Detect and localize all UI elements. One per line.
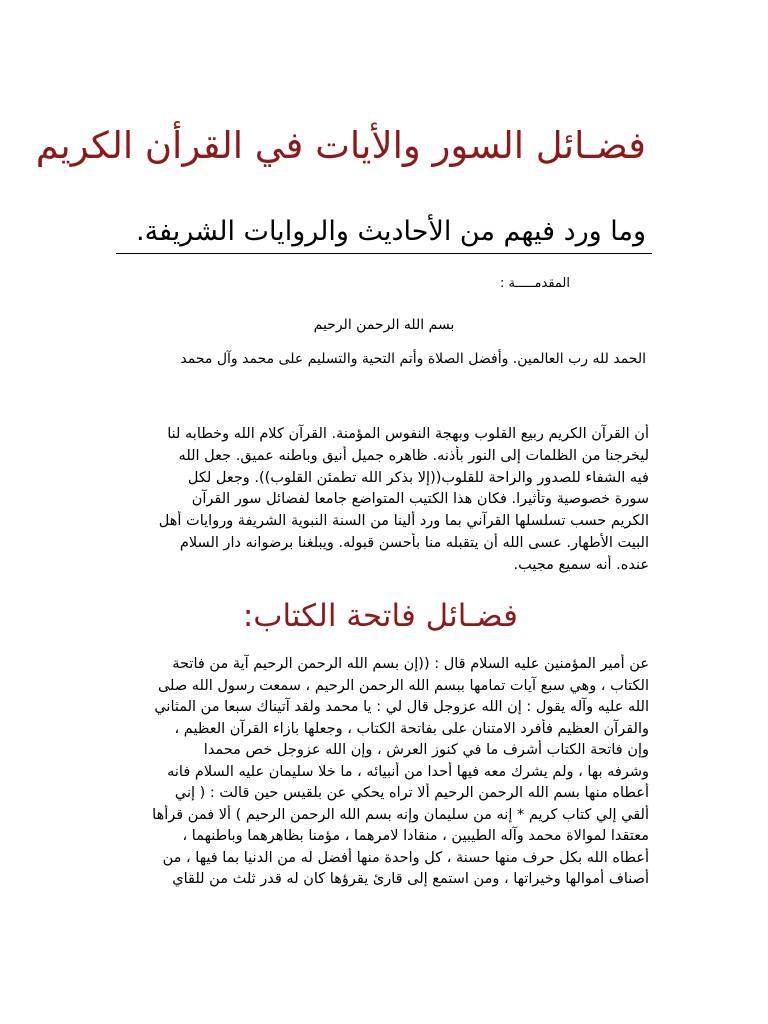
paragraph-line: الكتاب ، وهي سبع آيات تمامها ببسم الله الرحمن الرحيم ، سمعت رسول الله صلى	[157, 677, 649, 694]
page-title: فضـائل السور والأيات في القرأن الكريم	[35, 124, 646, 167]
paragraph-line: عن أمير المؤمنين عليه السلام قال : ((إن بسم الله الرحمن الرحيم آية من فاتحة	[172, 656, 649, 672]
introduction-paragraph	[116, 424, 649, 577]
paragraph-line: سورة خصوصية وتأثيرا. فكان هذا الكتيب المتواضع جامعا لفضائل سور القرآن	[191, 491, 649, 508]
paragraph-line: أعطاه منها بسم الله الرحمن الرحيم ألا تراه يحكي عن بلقيس حين قالت : ( إني	[174, 785, 649, 801]
paragraph-line: أعطاه الله بكل حرف منها حسنة ، كل واحدة منها أفضل له من الدنيا بما فيها ، من	[162, 849, 649, 866]
paragraph-line: وشرفه بها ، ولم يشرك معه فيها أحدا من أنبيائه ، ما خلا سليمان عليه السلام فانه	[167, 763, 649, 780]
praise-line: الحمد لله رب العالمين. وأفضل الصلاة وأتم التحية والتسليم على محمد وآل محمد	[180, 351, 646, 367]
introduction-label: المقدمـــــة :	[500, 276, 570, 291]
section-heading: فضـائل فاتحة الكتاب:	[242, 598, 518, 634]
paragraph-line: معتقدا لموالاة محمد وآله الطيبين ، منقادا لامرهما ، مؤمنا بظاهرهما وباطنهما ،	[182, 828, 649, 844]
paragraph-line: والقرآن العظيم فأفرد الامتنان على بفاتحة الكتاب ، وجعلها بازاء القرآن العظيم ،	[174, 720, 649, 737]
paragraph-line: أن القرآن الكريم ربيع القلوب وبهجة النفوس المؤمنة. القرآن كلام الله وخطابه لنا	[167, 426, 649, 442]
paragraph-line: عنده. أنه سميع مجيب.	[513, 556, 649, 573]
paragraph-line: فيه الشفاء للصدور والراحة للقلوب((إلا بذكر الله تطمئن القلوب)). وجعل لكل	[187, 469, 649, 486]
paragraph-line: ألقي إلي كتاب كريم * إنه من سليمان وإنه بسم الله الرحمن الرحيم ) ألا فمن قرأها	[152, 806, 649, 823]
paragraph-line: البيت الأطهار. عسى الله أن يتقبله منا بأحسن قبوله. ويبلغنا برضوانه دار السلام	[179, 534, 649, 551]
page-subtitle: وما ورد فيهم من الأحاديث والروايات الشريفة.	[136, 216, 646, 247]
basmala-line: بسم الله الرحمن الرحيم	[313, 317, 455, 333]
paragraph-line: وإن فاتحة الكتاب أشرف ما في كنوز العرش ، وإن الله عزوجل خص محمدا	[203, 742, 649, 758]
paragraph-line: الله عليه وآله يقول : إن الله عزوجل قال لي : يا محمد ولقد آتيناك سبعا من المثاني	[154, 699, 649, 715]
title-divider	[116, 253, 652, 254]
paragraph-line: أصناف أموالها وخيراتها ، ومن استمع إلى قارئ يقرؤها كان له قدر ثلث من للقاي	[172, 871, 649, 887]
paragraph-line: ليخرجنا من الظلمات إلى النور بأذنه. ظاهره جميل أنيق وباطنه عميق. جعل الله	[178, 447, 649, 464]
paragraph-line: الكريم حسب تسلسلها القرآني بما ورد ألينا من السنة النبوية الشريفة وروايات أهل	[158, 513, 649, 530]
section-paragraph	[116, 654, 649, 891]
